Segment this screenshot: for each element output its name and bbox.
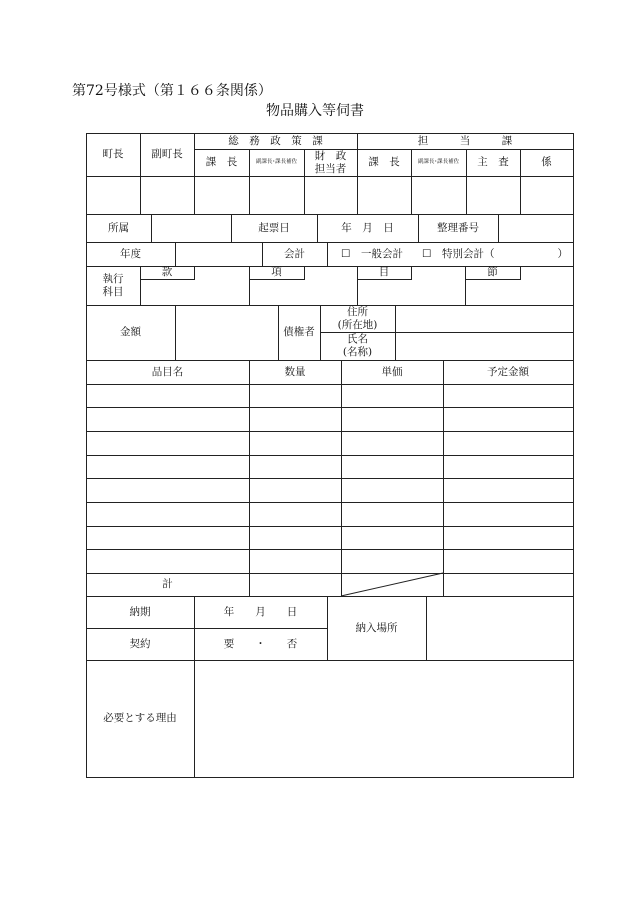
- table-vertical-rule: [175, 242, 176, 267]
- deputy-mayor-label: [140, 133, 194, 176]
- table-horizontal-rule: [86, 526, 574, 527]
- deputy-mayor-label-text: 副町長: [151, 148, 183, 161]
- form-number-heading: 第72号様式（第１６６条関係）: [72, 83, 272, 99]
- delivery-due-label-text: 納期: [129, 605, 151, 618]
- accounting-label-text: 会計: [284, 247, 305, 260]
- table-horizontal-rule: [140, 279, 195, 280]
- finance-staff-label-text: 財 政 担当者: [314, 149, 347, 175]
- table-vertical-rule: [498, 214, 499, 243]
- clerk-label-text: 係: [541, 156, 552, 169]
- creditor-label: [278, 305, 320, 360]
- moku-label: [357, 266, 411, 279]
- table-horizontal-rule: [86, 384, 574, 385]
- address-label-text: 住所 (所在地): [337, 305, 378, 331]
- execution-subject-label: [86, 266, 140, 305]
- contract-value-text: 要 ・ 否: [223, 637, 298, 650]
- tanto-chief-label: [357, 149, 411, 176]
- table-horizontal-rule: [86, 777, 574, 778]
- setsu-label: [465, 266, 520, 279]
- finance-staff-label: [304, 149, 357, 176]
- somu-chief-label-text: 課 長: [205, 156, 238, 169]
- items-column-header: [341, 360, 443, 384]
- items-column-header: [86, 360, 249, 384]
- table-horizontal-rule: [357, 279, 412, 280]
- table-vertical-rule: [151, 214, 152, 243]
- delivery-place-label-text: 納入場所: [355, 621, 398, 634]
- fiscal-year-label-text: 年度: [120, 247, 141, 260]
- issue-date-label-text: 起票日: [258, 221, 290, 234]
- special-account-option-text: ☐ 特別会計（ ）: [422, 247, 568, 260]
- somu-dept-header-text: 総 務 政 策 課: [228, 134, 323, 147]
- items-total-label: [86, 573, 249, 596]
- somu-deputy-label-text: 副課長･課長補佐: [255, 159, 298, 166]
- amount-label: [86, 305, 175, 360]
- general-account-option-text: ☐ 一般会計: [341, 247, 403, 260]
- table-horizontal-rule: [86, 176, 574, 177]
- name-label: [320, 332, 395, 360]
- items-column-header-text: 単価: [381, 365, 403, 378]
- items-column-header-text: 品目名: [151, 365, 184, 378]
- affiliation-label: [86, 214, 151, 242]
- tanto-chief-label-text: 課 長: [368, 156, 400, 169]
- accounting-label: [262, 242, 327, 266]
- somu-deputy-label: [249, 149, 304, 176]
- table-horizontal-rule: [465, 279, 521, 280]
- address-label: [320, 305, 395, 332]
- execution-subject-label-text: 執行 科目: [102, 272, 124, 298]
- tanto-deputy-label-text: 副課長･課長補佐: [417, 159, 460, 166]
- table-vertical-rule: [194, 266, 195, 280]
- general-account-option: [327, 242, 417, 266]
- amount-label-text: 金額: [120, 326, 141, 339]
- table-vertical-rule: [411, 266, 412, 280]
- document-title: 物品購入等伺書: [266, 103, 364, 119]
- delivery-due-label: [86, 596, 194, 628]
- kou-label-text: 項: [271, 266, 282, 279]
- items-column-header-text: 予定金額: [487, 365, 529, 378]
- kou-label: [249, 266, 304, 279]
- table-vertical-rule: [304, 266, 305, 280]
- delivery-due-value: [194, 596, 327, 628]
- fiscal-year-label: [86, 242, 175, 266]
- table-horizontal-rule: [86, 407, 574, 408]
- items-total-label-text: 計: [162, 578, 173, 591]
- contract-label: [86, 628, 194, 660]
- issue-date-value-text: 年 月 日: [341, 221, 394, 234]
- reference-number-label-text: 整理番号: [437, 221, 479, 234]
- issue-date-value: [317, 214, 418, 242]
- kan-label: [140, 266, 194, 279]
- issue-date-label: [231, 214, 317, 242]
- inspector-label: [466, 149, 520, 176]
- items-column-header: [443, 360, 573, 384]
- delivery-place-label: [327, 596, 426, 660]
- table-horizontal-rule: [86, 549, 574, 550]
- reason-label: [86, 660, 194, 777]
- setsu-label-text: 節: [487, 266, 498, 279]
- table-vertical-rule: [175, 305, 176, 361]
- somu-chief-label: [194, 149, 249, 176]
- items-column-header-text: 数量: [284, 365, 306, 378]
- tanto-deputy-label: [411, 149, 466, 176]
- table-vertical-rule: [426, 596, 427, 661]
- delivery-due-value-text: 年 月 日: [223, 605, 298, 618]
- clerk-label: [520, 149, 573, 176]
- table-horizontal-rule: [86, 431, 574, 432]
- reason-label-text: 必要とする理由: [103, 712, 177, 725]
- table-horizontal-rule: [249, 279, 305, 280]
- contract-label-text: 契約: [129, 637, 151, 650]
- table-vertical-rule: [520, 266, 521, 280]
- inspector-label-text: 主 査: [477, 156, 509, 169]
- tanto-dept-header: [357, 133, 573, 149]
- contract-value: [194, 628, 327, 660]
- somu-dept-header: [194, 133, 357, 149]
- affiliation-label-text: 所属: [108, 221, 129, 234]
- mayor-label-text: 町長: [102, 148, 124, 161]
- table-vertical-rule: [194, 660, 195, 778]
- reference-number-label: [418, 214, 498, 242]
- table-horizontal-rule: [86, 455, 574, 456]
- table-vertical-rule: [395, 305, 396, 361]
- kan-label-text: 款: [161, 266, 173, 279]
- special-account-option: [417, 242, 573, 266]
- items-column-header: [249, 360, 341, 384]
- tanto-dept-header-text: 担 当 課: [417, 134, 513, 147]
- moku-label-text: 目: [378, 266, 390, 279]
- table-horizontal-rule: [86, 502, 574, 503]
- name-label-text: 氏名 (名称): [342, 333, 373, 358]
- creditor-label-text: 債権者: [283, 326, 315, 339]
- table-horizontal-rule: [86, 478, 574, 479]
- mayor-label: [86, 133, 140, 176]
